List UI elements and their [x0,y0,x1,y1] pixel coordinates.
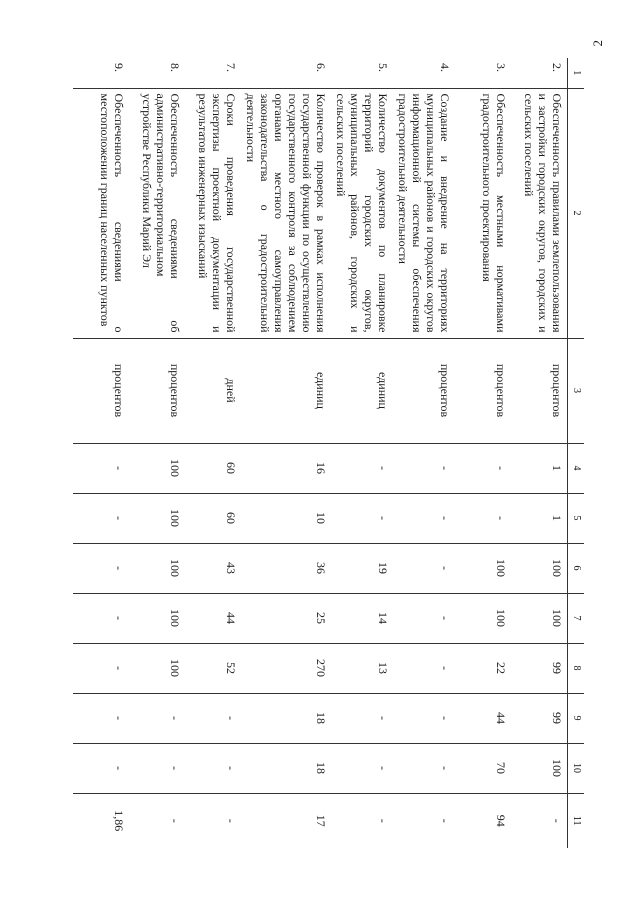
row-number: 4. [393,58,455,88]
unit-of-measure: процентов [129,338,185,443]
indicator-name: Обеспеченность сведениями о местоположении границ населенных пунктов [73,88,129,338]
indicator-name: Создание и внедрение на территориях муниципальных районов и городских округов информационной системы обеспечения градостроительной деятельности [393,88,455,338]
indicator-value: 100 [511,593,568,643]
indicator-value: 100 [455,543,511,593]
unit-of-measure: процентов [455,338,511,443]
indicator-value: - [185,693,241,743]
indicators-table [73,58,584,848]
indicator-value: - [73,443,129,493]
indicator-value: 100 [129,443,185,493]
indicator-value: - [331,443,393,493]
indicator-value: 17 [314,814,328,827]
indicator-name: Обеспеченность правилами землепользования и застройки городских округов, городских и сельских поселений [511,88,568,338]
indicator-value: 60 [185,493,241,543]
indicator-value: 100 [129,493,185,543]
column-header: 5 [568,493,585,543]
indicator-value: 52 [185,643,241,693]
indicator-value: - [455,493,511,543]
unit-of-measure: процентов [73,338,129,443]
indicator-value: - [224,818,238,823]
indicator-name: Сроки проведения государственной экспертизы проектной документации и результатов инженерных изысканий [185,88,241,338]
row-number: 2. [511,58,568,88]
indicator-value: - [73,543,129,593]
table-body [73,58,584,848]
row-number: 5. [331,58,393,88]
indicator-value: - [393,543,455,593]
table-row [455,58,511,848]
unit-of-measure: единиц [331,338,393,443]
indicator-value: - [331,693,393,743]
indicator-value: - [550,818,564,823]
indicator-value: - [129,693,185,743]
indicator-value: 22 [455,643,511,693]
column-header: 8 [568,643,585,693]
indicator-value: - [393,593,455,643]
indicator-value: - [331,493,393,543]
indicator-name: Обеспеченность местными нормативами градостроительного проектирования [455,88,511,338]
indicator-value: 100 [511,743,568,793]
indicator-value: 19 [331,543,393,593]
indicator-name: Обеспеченность сведениями об административно-территориальном устройстве Республики Марий Эл [129,88,185,338]
row-number: 9. [73,58,129,88]
unit-of-measure: процентов [393,338,455,443]
column-header: 10 [568,743,585,793]
indicator-value: - [73,593,129,643]
row-number: 6. [241,58,331,88]
indicator-value: 1 [511,443,568,493]
indicator-value: 94 [494,814,508,827]
indicator-value: 100 [129,593,185,643]
page-number: 2 [590,40,605,47]
column-header: 4 [568,443,585,493]
column-header: 6 [568,543,585,593]
column-number-row [568,58,585,848]
column-header: 3 [568,338,585,443]
column-header: 2 [568,88,585,338]
indicator-value: - [393,643,455,693]
indicator-value: 100 [455,593,511,643]
indicator-value: 18 [241,693,331,743]
column-header: 9 [568,693,585,743]
indicator-value: 25 [241,593,331,643]
indicator-value: 100 [129,543,185,593]
indicator-value: - [393,443,455,493]
indicator-value: - [438,818,452,823]
column-header: 1 [568,58,585,88]
indicator-value: 270 [241,643,331,693]
indicator-value: - [376,818,390,823]
unit-of-measure: единиц [241,338,331,443]
indicator-value: - [73,643,129,693]
table-row [185,58,241,848]
indicator-value: 43 [185,543,241,593]
indicator-value: - [168,818,182,823]
table-row [73,58,129,848]
unit-of-measure: дней [185,338,241,443]
column-header: 7 [568,593,585,643]
indicator-value: 13 [331,643,393,693]
table-row [393,58,455,848]
indicator-value: - [393,693,455,743]
indicator-value: - [185,743,241,793]
indicator-value: 1 [511,493,568,543]
table-row [511,58,568,848]
indicator-value: 60 [185,443,241,493]
column-header: 11 [568,793,585,848]
table-row [331,58,393,848]
indicator-value: 70 [455,743,511,793]
indicator-value: 18 [241,743,331,793]
unit-of-measure: процентов [511,338,568,443]
indicator-value: - [331,743,393,793]
indicator-value: - [73,493,129,543]
indicator-value: - [393,493,455,543]
indicator-value: - [129,743,185,793]
indicator-value: 44 [185,593,241,643]
indicator-value: 44 [455,693,511,743]
row-number: 8. [129,58,185,88]
indicator-value: 14 [331,593,393,643]
indicator-name: Количество проверок в рамках исполнения государственной функции по осуществлению государственного контроля за соблюдением органами местного самоуправления законодательства о градостроительной деятельности [241,88,331,338]
indicator-value: 99 [511,643,568,693]
indicator-value: 10 [241,493,331,543]
row-number: 3. [455,58,511,88]
indicator-name: Количество документов по планировке территорий городских округов, муниципальных районов, городских и сельских поселений [331,88,393,338]
indicator-value: - [393,743,455,793]
indicator-value: 100 [511,543,568,593]
indicator-value: 100 [129,643,185,693]
indicator-value: 99 [511,693,568,743]
table-row [129,58,185,848]
row-number: 7. [185,58,241,88]
table-row [241,58,331,848]
indicator-value: - [73,743,129,793]
indicator-value: 36 [241,543,331,593]
indicator-value: 1,86 [112,810,126,832]
indicator-value: 16 [241,443,331,493]
indicator-value: - [455,443,511,493]
indicator-value: - [73,693,129,743]
